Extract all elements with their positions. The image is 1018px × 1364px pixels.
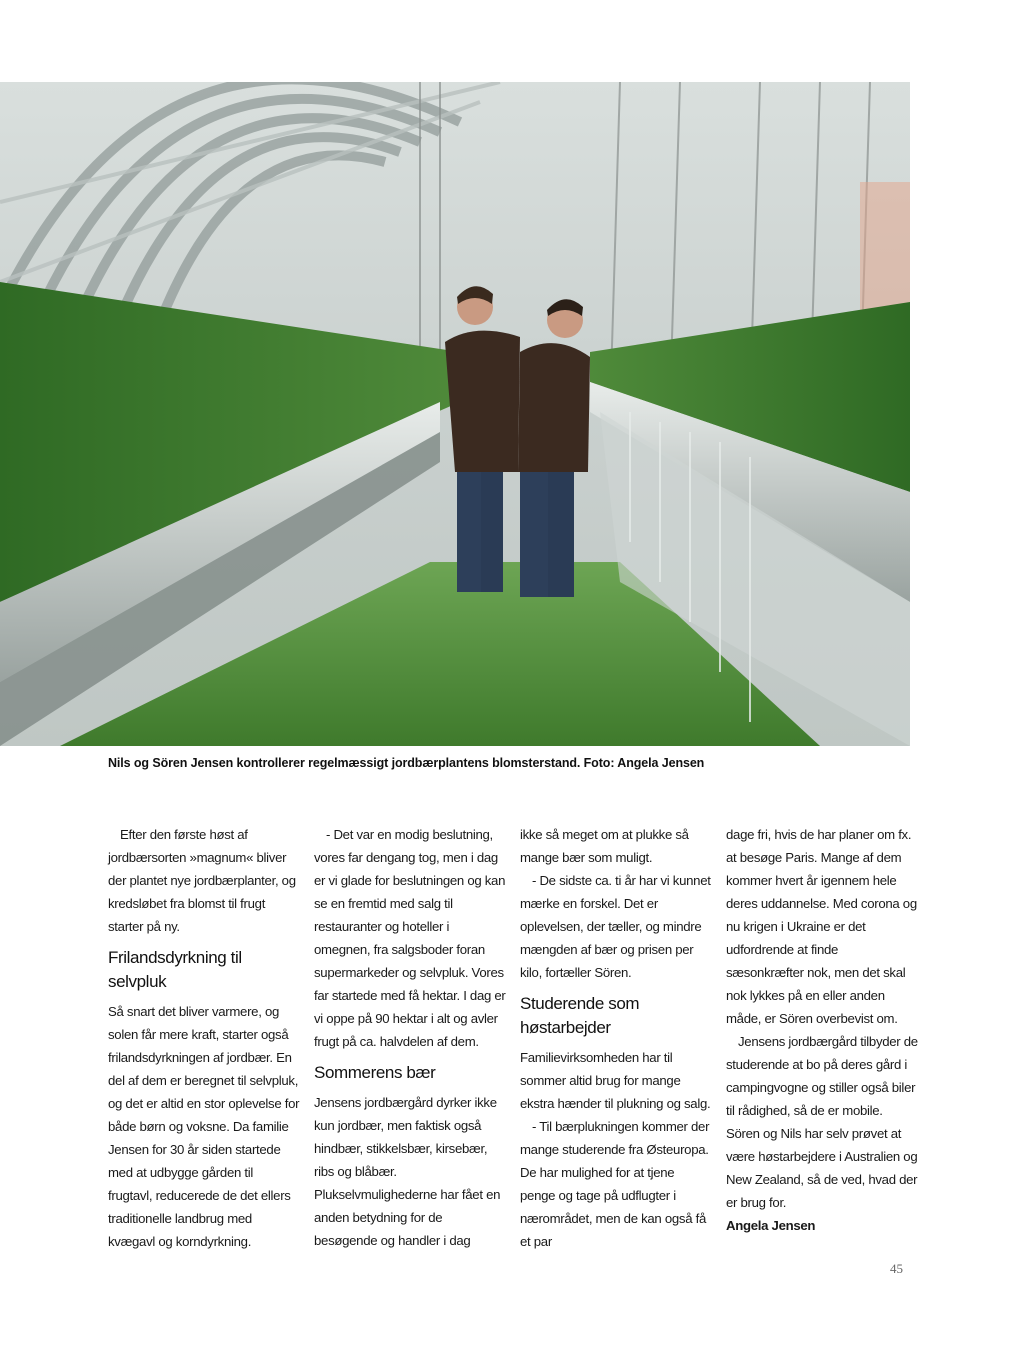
paragraph: dage fri, hvis de har planer om fx. at besøge Paris. Mange af dem kommer hvert år igennem hele deres uddannelse. Med corona og nu krigen i Ukraine er det udfordrende at finde sæsonkræfter nok, men det skal nok lykkes på en eller anden måde, er Sören overbevist om.	[726, 827, 917, 1026]
author-signature: Angela Jensen	[726, 1218, 816, 1233]
paragraph: - Det var en modig beslutning, vores far dengang tog, men i dag er vi glade for beslutningen og kan se en fremtid med salg til restauranter og hoteller i omegnen, fra salgsboder foran supermarkeder og selvpluk. Vores far startede med få hektar. I dag er vi oppe på 90 hektar i alt og avler frugt på ca. halvdelen af dem.	[314, 827, 506, 1049]
article-column-2	[314, 823, 506, 1252]
greenhouse-photo	[0, 82, 910, 746]
photo-caption: Nils og Sören Jensen kontrollerer regelmæssigt jordbærplantens blomsterstand. Foto: Angela Jensen	[108, 756, 705, 770]
paragraph: ikke så meget om at plukke så mange bær som muligt.	[520, 827, 689, 865]
subheading: Frilandsdyrkning til selvpluk	[108, 948, 242, 991]
paragraph: Familievirksomheden har til sommer altid brug for mange ekstra hænder til plukning og salg.	[520, 1050, 711, 1111]
paragraph: Så snart det bliver varmere, og solen får mere kraft, starter også frilandsdyrkningen af jordbær. En del af dem er beregnet til selvpluk, og det er altid en stor oplevelse for både børn og voksne. Da familie Jensen for 30 år siden startede med at udbygge gården til frugtavl, reducerede de det ellers traditionelle landbrug med kvægavl og korndyrkning.	[108, 1004, 300, 1249]
article-column-3	[520, 823, 712, 1253]
paragraph: - Til bærplukningen kommer der mange studerende fra Østeuropa. De har mulighed for at tjene penge og tage på udflugter i nærområdet, men de kan også få et par	[520, 1119, 710, 1249]
article-column-4	[726, 823, 918, 1237]
article-column-1	[108, 823, 300, 1253]
page-number: 45	[890, 1261, 903, 1276]
paragraph: Jensens jordbærgård tilbyder de studerende at bo på deres gård i campingvogne og stiller også biler til rådighed, så de er mobile. Sören og Nils har selv prøvet at være høstarbejdere i Australien og New Zealand, så de ved, hvad der er brug for.	[726, 1034, 918, 1210]
paragraph: - De sidste ca. ti år har vi kunnet mærke en forskel. Det er oplevelsen, der tæller, og mindre mængden af bær og prisen per kilo, fortæller Sören.	[520, 873, 711, 980]
subheading: Sommerens bær	[314, 1063, 436, 1082]
paragraph: Efter den første høst af jordbærsorten »magnum« bliver der plantet nye jordbærplanter, og kredsløbet fra blomst til frugt starter på ny.	[108, 827, 296, 934]
greenhouse-photo-graphic	[0, 82, 910, 746]
paragraph: Jensens jordbærgård dyrker ikke kun jordbær, men faktisk også hindbær, stikkelsbær, kirsebær, ribs og blåbær. Plukselvmulighederne har fået en anden betydning for de besøgende og handler i dag	[314, 1095, 501, 1248]
subheading: Studerende som høstarbejder	[520, 994, 640, 1037]
